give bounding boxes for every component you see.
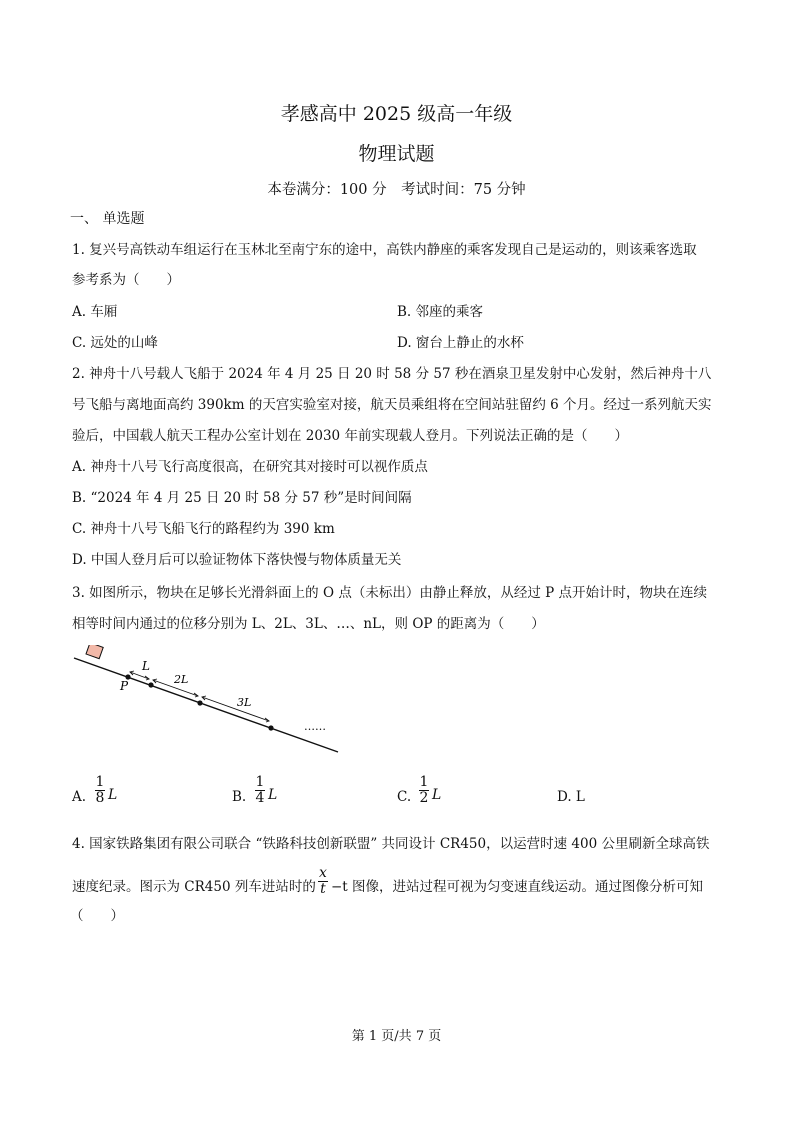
q3-c-var: L [432,787,442,803]
label-p: P [120,679,129,693]
label-3l: 3L [237,696,252,709]
q1-option-a: A. 车厢 [72,304,118,320]
q2-option-d: D. 中国人登月后可以验证物体下落快慢与物体质量无关 [72,552,402,568]
q3-a-var: L [108,787,118,803]
q2-stem-line3: 验后，中国载人航天工程办公室计划在 2030 年前实现载人登月。下列说法正确的是（ ） [72,428,628,444]
q3-option-c-fraction [418,775,430,806]
section-heading: 一、 单选题 [70,211,145,227]
q3-option-d: D. L [557,789,585,805]
block [86,645,103,659]
q3-stem-line2: 相等时间内通过的位移分别为 L、2L、3L、…、nL，则 OP 的距离为（ ） [72,616,545,632]
exam-title: 孝感高中 2025 级高一年级 [280,103,513,125]
q4-fraction [317,866,329,897]
q4-frac-den: t [320,881,326,897]
q1-stem-line1: 1. 复兴号高铁动车组运行在玉林北至南宁东的途中，高铁内静座的乘客发现自己是运动的，则该乘客选取 [72,242,697,258]
q3-a-den: 8 [95,790,105,806]
incline-figure [68,645,348,760]
point-1 [148,682,153,687]
label-dots: …… [304,720,326,733]
q2-option-b: B. “2024 年 4 月 25 日 20 时 58 分 57 秒”是时间间隔 [72,490,412,506]
q1-option-d: D. 窗台上静止的水杯 [397,335,524,351]
incline-line [74,658,338,752]
q4-stem-line2-post: −t 图像，进站过程可视为匀变速直线运动。通过图像分析可知 [331,879,704,895]
point-2 [197,700,202,705]
exam-subject: 物理试题 [358,143,435,165]
q3-b-var: L [268,787,278,803]
label-2l: 2L [174,673,189,686]
q3-option-b-fraction [254,775,266,806]
q3-c-den: 2 [419,790,429,806]
q2-stem-line1: 2. 神舟十八号载人飞船于 2024 年 4 月 25 日 20 时 58 分 57 秒在酒泉卫星发射中心发射，然后神舟十八 [72,366,712,382]
label-l: L [142,659,150,673]
q3-b-num: 1 [255,774,265,790]
q3-b-den: 4 [255,790,265,806]
point-3 [268,725,273,730]
q3-option-c-label: C. [397,789,412,805]
q3-option-b-label: B. [232,789,247,805]
q3-c-num: 1 [419,774,429,790]
q4-stem-line3: （ ） [70,908,124,924]
q3-option-a-fraction [94,775,106,806]
q3-option-a-label: A. [72,789,87,805]
q2-option-c: C. 神舟十八号飞船飞行的路程约为 390 km [72,521,335,537]
page-footer: 第 1 页/共 7 页 [351,1029,442,1044]
q2-option-a: A. 神舟十八号飞行高度很高，在研究其对接时可以视作质点 [72,459,428,475]
q1-stem-line2: 参考系为（ ） [72,272,180,288]
q2-stem-line2: 号飞船与离地面高约 390km 的天宫实验室对接，航天员乘组将在空间站驻留约 6 个月。经过一系列航天实 [72,397,712,413]
exam-info: 本卷满分：100 分 考试时间：75 分钟 [267,182,526,198]
q4-stem-line2-pre: 速度纪录。图示为 CR450 列车进站时的 [72,879,316,895]
q4-stem-line1: 4. 国家铁路集团有限公司联合 “铁路科技创新联盟” 共同设计 CR450，以运营时速 400 公里刷新全球高铁 [72,836,710,852]
q4-frac-num: x [319,865,327,881]
q3-stem-line1: 3. 如图所示，物块在足够长光滑斜面上的 O 点（未标出）由静止释放，从经过 P 点开始计时，物块在连续 [72,585,707,601]
q1-option-c: C. 远处的山峰 [72,335,158,351]
q3-a-num: 1 [95,774,105,790]
q1-option-b: B. 邻座的乘客 [397,304,484,320]
